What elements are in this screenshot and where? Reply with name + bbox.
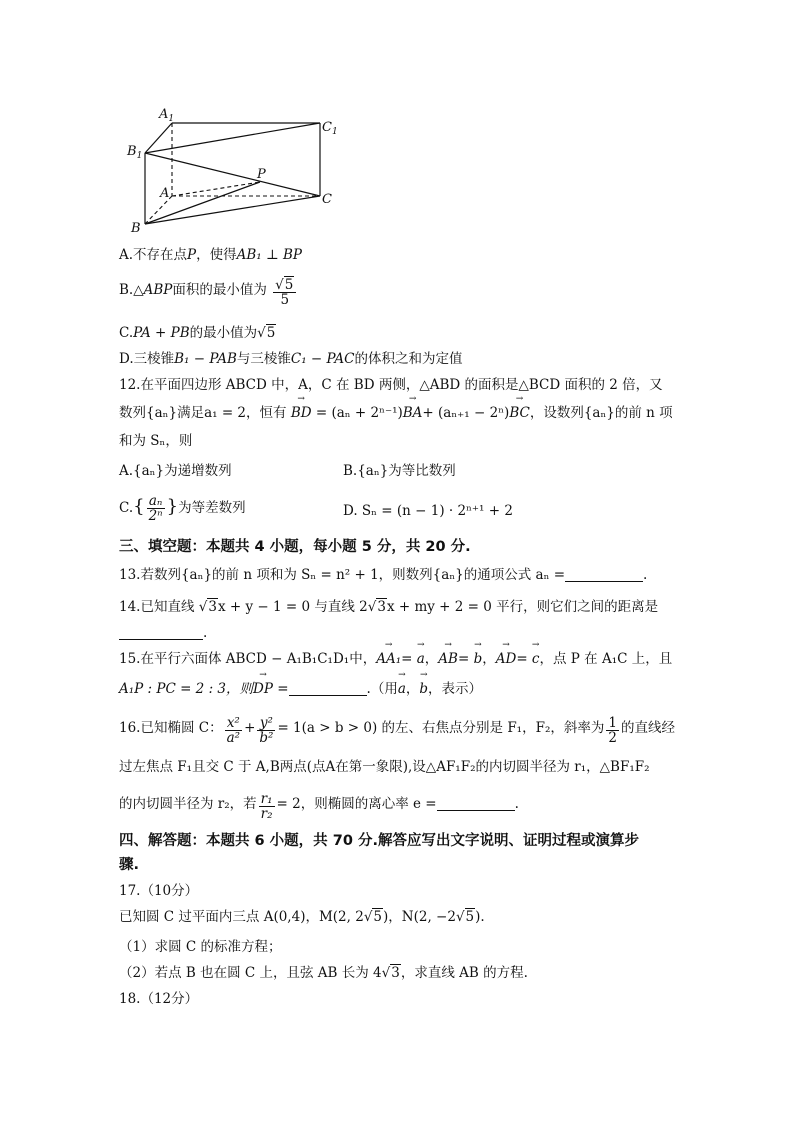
q18-heading: 18.（12分） bbox=[119, 991, 199, 1007]
q16-answer-blank[interactable] bbox=[437, 796, 515, 811]
hidden-segment-A-P bbox=[172, 182, 260, 196]
q17-part-1: （1）求圆 C 的标准方程； bbox=[119, 939, 282, 955]
q17-heading: 17.（10分） bbox=[119, 883, 199, 899]
q17-statement: 已知圆 C 过平面内三点 A(0,4)，M(2, 2√5)，N(2, −2√5). bbox=[119, 909, 485, 925]
label-B1: $B_1$ bbox=[127, 144, 143, 161]
q12-option-d: D. Sₙ = (n − 1) · 2ⁿ⁺¹ + 2 bbox=[343, 503, 513, 519]
label-C: C bbox=[322, 192, 332, 207]
edge-B-C bbox=[145, 196, 320, 224]
q17-part-2: （2）若点 B 也在圆 C 上，且弦 AB 长为 4√3，求直线 AB 的方程. bbox=[119, 965, 528, 981]
label-B: B bbox=[131, 221, 141, 236]
q14-answer-blank[interactable] bbox=[119, 625, 203, 640]
q12-option-b: B.{aₙ}为等比数列 bbox=[343, 463, 456, 479]
q14-line-2: . bbox=[119, 624, 207, 642]
section-4-heading-line-2: 骤. bbox=[119, 857, 140, 873]
vector-BC: → BC bbox=[509, 404, 530, 422]
q16-line-1: 16.已知椭圆 C： $\frac{\text{x²}}{\text{a²}}$ + $\frac{\text{y²}}{\text{b²}}$ = 1(a > b > 0) 的左、右焦点分别是 F₁，F₂，斜率为 $\frac{1}{2}$ 的直线经 bbox=[119, 715, 675, 746]
fraction-sqrt5-over-5: $\frac{√5}{5}$ bbox=[273, 278, 296, 307]
q12-line-3: 和为 Sₙ，则 bbox=[119, 433, 193, 449]
q14-line-1: 14.已知直线 √3x + y − 1 = 0 与直线 2√3x + my + 2 = 0 平行，则它们之间的距离是 bbox=[119, 599, 659, 615]
q15-line-2: A₁P : PC = 2 : 3，则→ DP = .（用→ a，→ b，表示） bbox=[119, 680, 482, 698]
q12-line-1: 12.在平面四边形 ABCD 中，A，C 在 BD 两侧，△ABD 的面积是△BCD 面积的 2 倍，又 bbox=[119, 377, 663, 393]
prism-figure bbox=[0, 0, 794, 240]
label-P: P bbox=[257, 167, 266, 182]
section-4-heading-line-1: 四、解答题：本题共 6 小题，共 70 分.解答应写出文字说明、证明过程或演算步 bbox=[119, 833, 639, 849]
q11-option-c: C.PA + PB的最小值为√5 bbox=[119, 325, 276, 341]
q13: 13.若数列{aₙ}的前 n 项和为 Sₙ = n² + 1，则数列{aₙ}的通项公式 aₙ = . bbox=[119, 567, 648, 583]
q15-answer-blank[interactable] bbox=[289, 681, 367, 696]
q16-line-2: 过左焦点 F₁且交 C 于 A,B两点(点A在第一象限),设△AF₁F₂的内切圆半径为 r₁，△BF₁F₂ bbox=[119, 759, 650, 775]
label-C1: $C_1$ bbox=[322, 120, 338, 137]
vector-BD: → BD bbox=[291, 404, 312, 422]
q12-option-c: C.{ $\frac{\text{aₙ}}{\text{2ⁿ}}$ }为等差数列 bbox=[119, 493, 246, 524]
q15-line-1: 15.在平行六面体 ABCD − A₁B₁C₁D₁中，→ AA₁= → a，→ AB= → b，→ AD= → c，点 P 在 A₁C 上，且 bbox=[119, 650, 672, 668]
q16-line-3: 的内切圆半径为 r₂，若 $\frac{\text{r₁}}{\text{r₂}}$ = 2，则椭圆的离心率 e = . bbox=[119, 791, 519, 822]
edge-B1-C1 bbox=[145, 123, 320, 153]
section-3-heading: 三、填空题：本题共 4 小题，每小题 5 分，共 20 分. bbox=[119, 539, 471, 555]
diagonal-B1-C bbox=[145, 153, 320, 196]
vector-BA: → BA bbox=[403, 404, 423, 422]
label-A1: $A_1$ bbox=[159, 107, 175, 124]
q13-answer-blank[interactable] bbox=[565, 567, 643, 582]
q12-line-2: 数列{aₙ}满足a₁ = 2，恒有 → BD = (aₙ + 2ⁿ⁻¹)→ BA+ (aₙ₊₁ − 2ⁿ)→ BC，设数列{aₙ}的前 n 项 bbox=[119, 404, 673, 422]
q11-option-b: B.△ABP面积的最小值为 $\frac{√5}{5}$ bbox=[119, 278, 298, 307]
q11-option-d: D.三棱锥B₁ − PAB与三棱锥C₁ − PAC的体积之和为定值 bbox=[119, 351, 463, 367]
q12-option-a: A.{aₙ}为递增数列 bbox=[119, 463, 232, 479]
q11-option-a: A.不存在点P，使得AB₁ ⊥ BP bbox=[119, 247, 303, 263]
label-A: A bbox=[160, 186, 170, 201]
